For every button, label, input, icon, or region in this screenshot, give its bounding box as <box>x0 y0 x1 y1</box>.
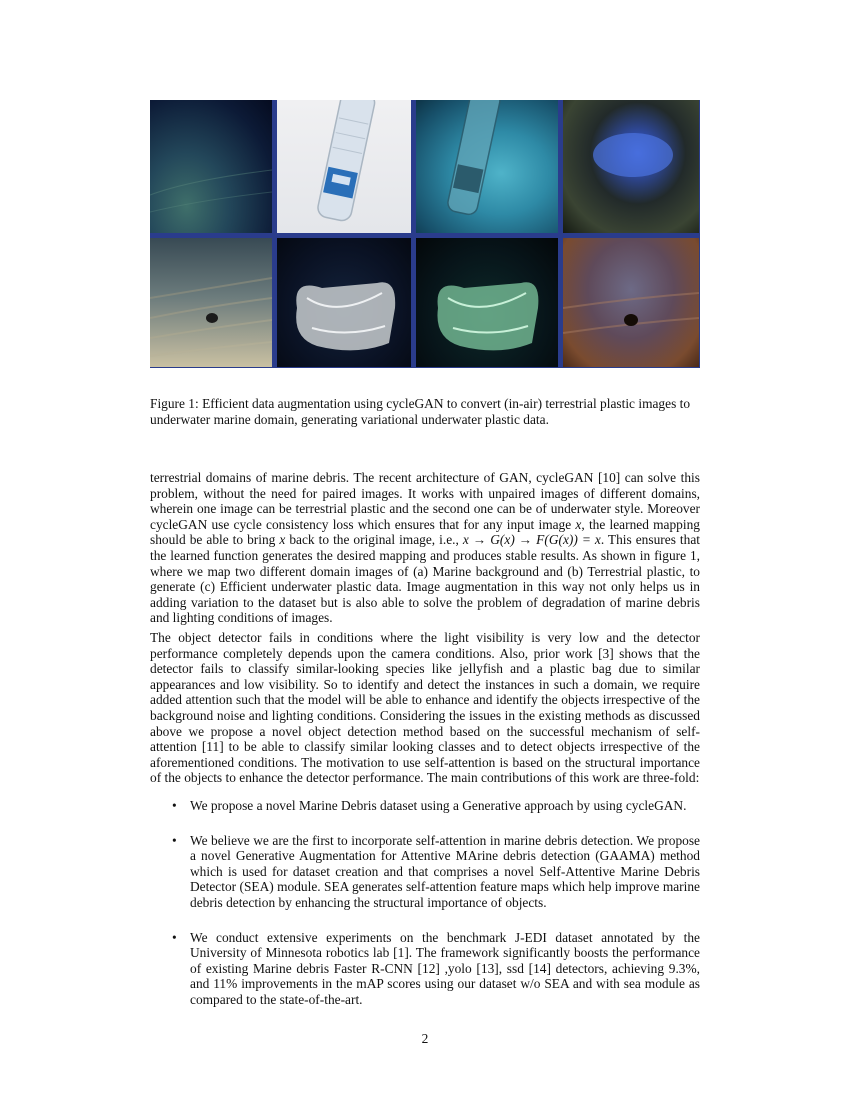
body-paragraph-1 <box>150 470 700 626</box>
contributions-list <box>172 798 700 1008</box>
terrestrial-plastic-bag-image <box>277 238 411 367</box>
figure-caption: Figure 1: Efficient data augmentation using cycleGAN to convert (in-air) terrestrial plastic images to underwater marine domain, generating variational underwater plastic data. <box>150 396 691 427</box>
contribution-text: We believe we are the first to incorporate self-attention in marine debris detection. We propose a novel Generative Augmentation for Attentive MArine debris detection (GAAMA) method which is used for dataset creation and that comprises a novel Self-Attentive Marine Debris Detector (SEA) module. SEA generates self-attention feature maps which help improve marine debris detection by enhancing the structural importance of objects. <box>190 832 700 910</box>
paragraph-1-text-a: terrestrial domains of marine debris. The recent architecture of GAN, cycleGAN [10] can solve this problem, without the need for paired images. It works with unpaired images of different domains, wherein one image can be terrestrial plastic and the second one can be of underwater style. Moreover cycleGAN use cycle consistency loss which ensures that for any input image <box>150 470 700 532</box>
math-variable-x: x <box>575 516 582 532</box>
paragraph-1-text-c: back to the original image, i.e., <box>285 532 463 548</box>
list-item <box>172 833 700 911</box>
cycle-consistency-equation: x → G(x) → F(G(x)) = x <box>462 532 601 548</box>
math-variable-x: x <box>279 532 286 548</box>
terrestrial-plastic-bottle-image <box>277 100 411 233</box>
body-paragraph-2: The object detector fails in conditions where the light visibility is very low and the detector performance completely depends upon the camera conditions. Also, prior work [3] shows that the detector fails to classify similar-looking species like jellyfish and a plastic bag due to similar appearances and low visibility. So to identify and detect the instances in such a domain, we require added attention such that the model will be able to enhance and identify the objects irrespective of the background noise and lighting conditions. Considering the issues in the existing methods as discussed above we propose a novel object detection method based on the successful mechanism of self-attention [11] to be able to classify similar looking classes and to detect objects irrespective of the aforementioned conditions. The motivation to use self-attention is based on the structural importance of the objects to enhance the detector performance. The main contributions of this work are three-fold: <box>150 630 700 786</box>
page-number: 2 <box>421 1031 429 1046</box>
contribution-text: We conduct extensive experiments on the benchmark J-EDI dataset annotated by the University of Minnesota robotics lab [1]. The framework significantly boosts the performance of existing Marine debris Faster R-CNN [12] ,yolo [13], ssd [14] detectors, achieving 9.3%, and 11% improvements in the mAP scores using our dataset w/o SEA and with sea module as compared to the state-of-the-art. <box>190 929 700 1007</box>
bullet-point: • <box>172 832 177 848</box>
marine-background-image-3 <box>150 238 272 367</box>
marine-background-image-1 <box>150 100 272 233</box>
bullet-point: • <box>172 798 177 813</box>
list-item <box>172 798 700 814</box>
underwater-plastic-bottle-image <box>416 100 558 233</box>
contribution-text: We propose a novel Marine Debris dataset using a Generative approach by using cycleGAN. <box>190 798 687 813</box>
marine-background-image-2 <box>563 100 699 233</box>
underwater-plastic-bag-image <box>416 238 558 367</box>
paragraph-1-text-b: , the learned mapping should be able to bring <box>150 516 700 548</box>
figure-1-image-grid <box>150 100 700 368</box>
paragraph-1-text-d: . This ensures that the learned function generates the desired mapping and produces stable results. As shown in figure 1, where we map two different domain images of (a) Marine background and (b) Terrestrial plastic, to generate (c) Efficient underwater plastic data. Image augmentation in this way not only helps us in adding variation to the dataset but is also able to solve the problem of degradation of marine debris and lighting conditions of images. <box>150 532 700 626</box>
list-item <box>172 930 700 1008</box>
marine-background-image-4 <box>563 238 699 367</box>
bullet-point: • <box>172 929 177 945</box>
